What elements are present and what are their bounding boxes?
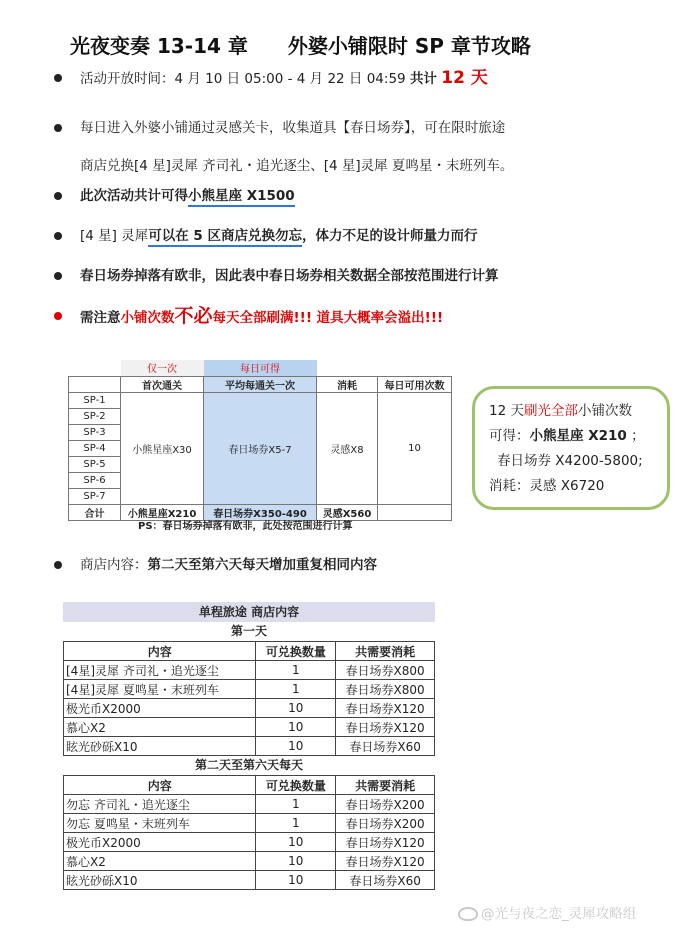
- bullet-dot-icon: [54, 232, 62, 240]
- watermark: [458, 902, 636, 922]
- callout-line-2: 可得：小熊星座 X210 ；: [489, 428, 645, 444]
- bullet-dot-icon: [54, 124, 62, 132]
- table-row: 极光币X2000 10 春日场券X120: [64, 699, 435, 718]
- table-row: 勿忘 齐司礼・追光逐尘 1 春日场券X200: [64, 795, 435, 814]
- bullet-collect: [52, 108, 662, 186]
- summary-table-wrap: [68, 360, 452, 521]
- bullet-drop-range: [52, 266, 662, 306]
- bullet-dot-icon: [54, 192, 62, 200]
- header-first-clear: 首次通关: [121, 376, 204, 392]
- header-cost: 消耗: [317, 376, 378, 392]
- first-clear-value: 小熊星座X30: [121, 392, 204, 504]
- day1-title: 第一天: [230, 624, 267, 638]
- lingxi-suffix: ，体力不足的设计师量力而行: [302, 228, 478, 244]
- warning-part3: 不必: [174, 305, 213, 327]
- callout-line-1: 12 天刷光全部小铺次数: [489, 403, 632, 419]
- summary-note: PS：春日场券掉落有欧非，此处按范围进行计算: [138, 521, 353, 532]
- col-header-qty: 可兑换数量: [256, 776, 336, 795]
- col-header-content: 内容: [64, 776, 256, 795]
- store-title: 单程旅途 商店内容: [63, 602, 435, 622]
- bullet-total-reward: [52, 186, 662, 226]
- header-avg: 平均每通关一次: [204, 376, 317, 392]
- bullet-forget-me-not: [52, 226, 662, 266]
- open-time-text: 活动开放时间：4 月 10 日 05:00 - 4 月 22 日 04:59: [80, 71, 406, 87]
- summary-table: [68, 360, 452, 521]
- sp-row-label: SP-1: [69, 392, 121, 408]
- sp-row-label: SP-2: [69, 408, 121, 424]
- table-row: [4星]灵犀 齐司礼・追光逐尘 1 春日场券X800: [64, 661, 435, 680]
- callout-box: [472, 386, 670, 510]
- reward-highlight: 小熊星座 X1500: [188, 188, 295, 207]
- warning-part4: 每天全部刷满!!! 道具大概率会溢出!!!: [212, 310, 444, 326]
- total-row-label: 合计: [69, 504, 121, 520]
- header-times: 每日可用次数: [378, 376, 452, 392]
- drop-range-text: 春日场券掉落有欧非，因此表中春日场券相关数据全部按范围进行计算: [80, 268, 499, 284]
- table-row: 眩光砂砾X10 10 春日场券X60: [64, 737, 435, 756]
- times-value: 10: [378, 392, 452, 504]
- label-daily: 每日可得: [204, 360, 317, 376]
- bullet-open-time: [52, 68, 662, 108]
- title-chapter: 光夜变奏 13-14 章: [70, 34, 248, 58]
- store-line-text: 第二天至第六天每天增加重复相同内容: [147, 557, 377, 573]
- avg-value: 春日场券X5-7: [204, 392, 317, 504]
- sp-row-label: SP-7: [69, 488, 121, 504]
- label-once: 仅一次: [121, 360, 204, 376]
- bullet-dot-icon: [54, 74, 62, 82]
- callout-line-3: 春日场券 X4200-5800;: [497, 453, 643, 469]
- day26-title: 第二天至第六天每天: [194, 758, 303, 772]
- total-first-clear: 小熊星座X210: [121, 504, 204, 520]
- cost-value: 灵感X8: [317, 392, 378, 504]
- collect-line-1: 每日进入外婆小铺通过灵感关卡，收集道具【春日场券】，可在限时旅途: [80, 120, 506, 136]
- reward-prefix: 此次活动共计可得: [80, 188, 188, 204]
- store-table-day2-6: [63, 775, 435, 890]
- table-row: 极光币X2000 10 春日场券X120: [64, 833, 435, 852]
- bullet-dot-icon: [54, 561, 62, 569]
- col-header-qty: 可兑换数量: [256, 642, 336, 661]
- total-days: 12 天: [441, 68, 488, 88]
- warning-part1: 需注意: [80, 310, 121, 326]
- store-table-day1: [63, 641, 435, 756]
- col-header-cost: 共需要消耗: [336, 776, 435, 795]
- table-row: 勿忘 夏鸣星・末班列车 1 春日场券X200: [64, 814, 435, 833]
- store-line-prefix: 商店内容：: [80, 557, 148, 573]
- sp-row-label: SP-3: [69, 424, 121, 440]
- col-header-content: 内容: [64, 642, 256, 661]
- table-row: 慕心X2 10 春日场券X120: [64, 852, 435, 871]
- weibo-icon: [458, 907, 478, 921]
- sp-row-label: SP-6: [69, 472, 121, 488]
- store-table-wrap: [63, 602, 435, 890]
- watermark-text: @光与夜之恋_灵犀攻略组: [481, 906, 637, 922]
- total-label: 共计: [409, 71, 437, 87]
- warning-part2: 小铺次数: [120, 310, 175, 326]
- total-cost: 灵感X560: [317, 504, 378, 520]
- bullet-list: [52, 68, 662, 346]
- sp-row-label: SP-5: [69, 456, 121, 472]
- total-avg: 春日场券X350-490: [204, 504, 317, 520]
- bullet-dot-icon: [54, 272, 62, 280]
- col-header-cost: 共需要消耗: [336, 642, 435, 661]
- lingxi-highlight: 可以在 5 区商店兑换勿忘: [148, 228, 302, 247]
- title-subject: 外婆小铺限时 SP 章节攻略: [287, 34, 531, 58]
- bullet-store-content: [52, 555, 652, 595]
- callout-line-4: 消耗：灵感 X6720: [489, 478, 605, 494]
- bullet-warning: [52, 306, 662, 346]
- sp-row-label: SP-4: [69, 440, 121, 456]
- collect-line-2: 商店兑换[4 星]灵犀 齐司礼・追光逐尘、[4 星]灵犀 夏鸣星・末班列车。: [80, 158, 514, 174]
- table-row: 眩光砂砾X10 10 春日场券X60: [64, 871, 435, 890]
- lingxi-prefix: [4 星] 灵犀: [80, 228, 149, 244]
- table-row: 慕心X2 10 春日场券X120: [64, 718, 435, 737]
- table-row: [4星]灵犀 夏鸣星・末班列车 1 春日场券X800: [64, 680, 435, 699]
- bullet-dot-red-icon: [54, 312, 62, 320]
- page-title: [70, 30, 531, 59]
